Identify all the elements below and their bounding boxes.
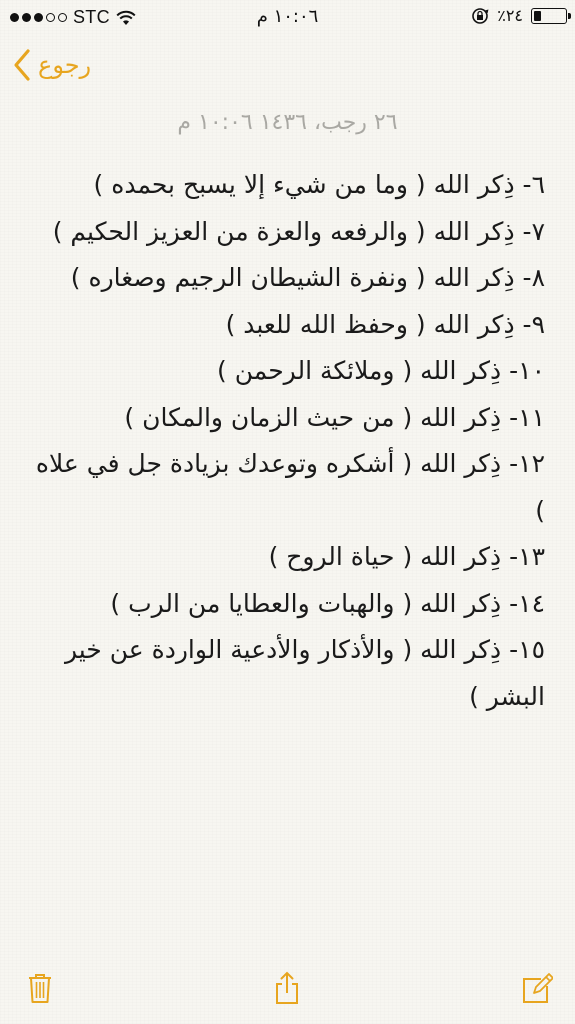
battery-percentage: ٢٤٪ xyxy=(497,6,523,25)
note-line: ٨- ذِكر الله ( ونفرة الشيطان الرجيم وصغاره ) xyxy=(70,263,545,292)
delete-button[interactable] xyxy=(20,968,60,1008)
battery-level-fill xyxy=(534,11,541,21)
share-icon xyxy=(271,971,303,1005)
carrier-name: STC xyxy=(73,7,110,27)
status-time: ١٠:٠٦ م xyxy=(256,6,319,27)
compose-button[interactable] xyxy=(517,968,557,1008)
note-line: ١٠- ذِكر الله ( وملائكة الرحمن ) xyxy=(217,356,545,385)
back-button[interactable] xyxy=(12,48,91,82)
note-line: ١٥- ذِكر الله ( والأذكار والأدعية الواردة عن خير البشر ) xyxy=(64,635,545,711)
note-body[interactable] xyxy=(30,162,545,720)
battery-icon xyxy=(531,8,567,24)
share-button[interactable] xyxy=(267,968,307,1008)
rotation-lock-icon xyxy=(471,7,489,25)
back-label: رجوع xyxy=(38,51,92,79)
trash-icon xyxy=(24,971,56,1005)
note-date: ٢٦ رجب، ١٤٣٦ ١٠:٠٦ م xyxy=(177,110,398,135)
bottom-toolbar xyxy=(0,954,575,1024)
note-line: ١٢- ذِكر الله ( أشكره وتوعدك بزيادة جل في علاه ) xyxy=(35,449,545,525)
status-right xyxy=(471,6,567,25)
note-line: ١٣- ذِكر الله ( حياة الروح ) xyxy=(268,542,545,571)
note-line: ٩- ذِكر الله ( وحفظ الله للعبد ) xyxy=(225,309,545,339)
note-line: ٦- ذِكر الله ( وما من شيء إلا يسبح بحمده ) xyxy=(93,170,545,199)
status-bar xyxy=(0,0,575,36)
note-line: ٧- ذِكر الله ( والرفعه والعزة من العزيز الحكيم ) xyxy=(52,216,545,246)
note-line: ١١- ذِكر الله ( من حيث الزمان والمكان ) xyxy=(124,402,545,432)
note-line: ١٤- ذِكر الله ( والهبات والعطايا من الرب ) xyxy=(110,588,545,618)
chevron-left-icon xyxy=(12,48,32,82)
compose-icon xyxy=(521,971,553,1005)
